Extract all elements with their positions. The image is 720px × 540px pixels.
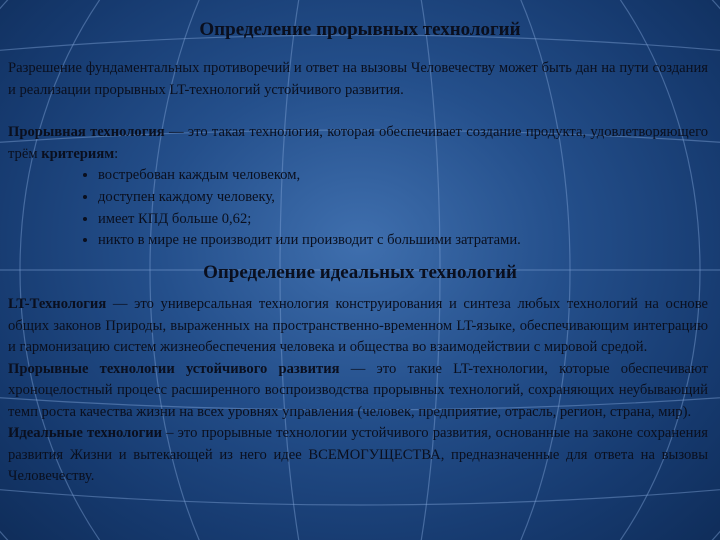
breakthrough-term: Прорывная технология xyxy=(8,124,165,140)
sustainable-def-text: — это такие LT-технологии, которые обеспечивают хроноцелостный процесс расширенного воспроизводства прорывных технологий, сохраняющих неубывающий темп роста качества жизни на всех уровнях управления (человек, предприятие, отрасль, регион, страна, мир). xyxy=(8,360,708,420)
sustainable-technology-definition xyxy=(8,359,708,424)
lt-term: LT-Технология xyxy=(8,296,107,312)
criteria-item: • доступен каждому человеку, xyxy=(98,187,708,209)
breakthrough-def-colon: : xyxy=(114,145,119,162)
criteria-item: • востребован каждым человеком, xyxy=(98,165,708,187)
breakthrough-def-text: — это такая технология, которая обеспечивает создание продукта, удовлетворяющего трём xyxy=(8,124,708,162)
lt-technology-definition xyxy=(8,294,708,359)
criteria-item: • никто в мире не производит или производит с большими затратами. xyxy=(98,230,708,252)
lt-def-text: — это универсальная технология конструирования и синтеза любых технологий на основе общих законов Природы, выраженных на пространственно-временном LT-языке, обеспечивающим интеграцию и гармонизацию систем жизнеобеспечения человека и общества во взаимодействии с мировой средой. xyxy=(8,296,708,355)
criteria-item: • имеет КПД больше 0,62; xyxy=(98,209,708,231)
title-ideal-technologies: Определение идеальных технологий xyxy=(203,262,517,283)
title-breakthrough-technologies: Определение прорывных технологий xyxy=(199,19,521,40)
ideal-technology-definition xyxy=(8,423,708,488)
sustainable-term: Прорывные технологии устойчивого развития xyxy=(8,360,340,377)
criteria-list xyxy=(8,165,708,252)
intro-paragraph: Разрешение фундаментальных противоречий и ответ на вызовы Человечеству может быть дан на пути создания и реализации прорывных LT-технологий устойчивого развития. xyxy=(8,60,708,98)
ideal-term: Идеальные технологии xyxy=(8,425,163,441)
breakthrough-definition xyxy=(8,122,708,252)
ideal-def-text: – это прорывные технологии устойчивого развития, основанные на законе сохранения развития Жизни и вытекающей из него идее ВСЕМОГУЩЕСТВА, предназначенные для ответа на вызовы Человечеству. xyxy=(8,425,708,484)
criteria-word: критериям xyxy=(41,145,115,162)
ideal-definitions xyxy=(8,294,708,488)
